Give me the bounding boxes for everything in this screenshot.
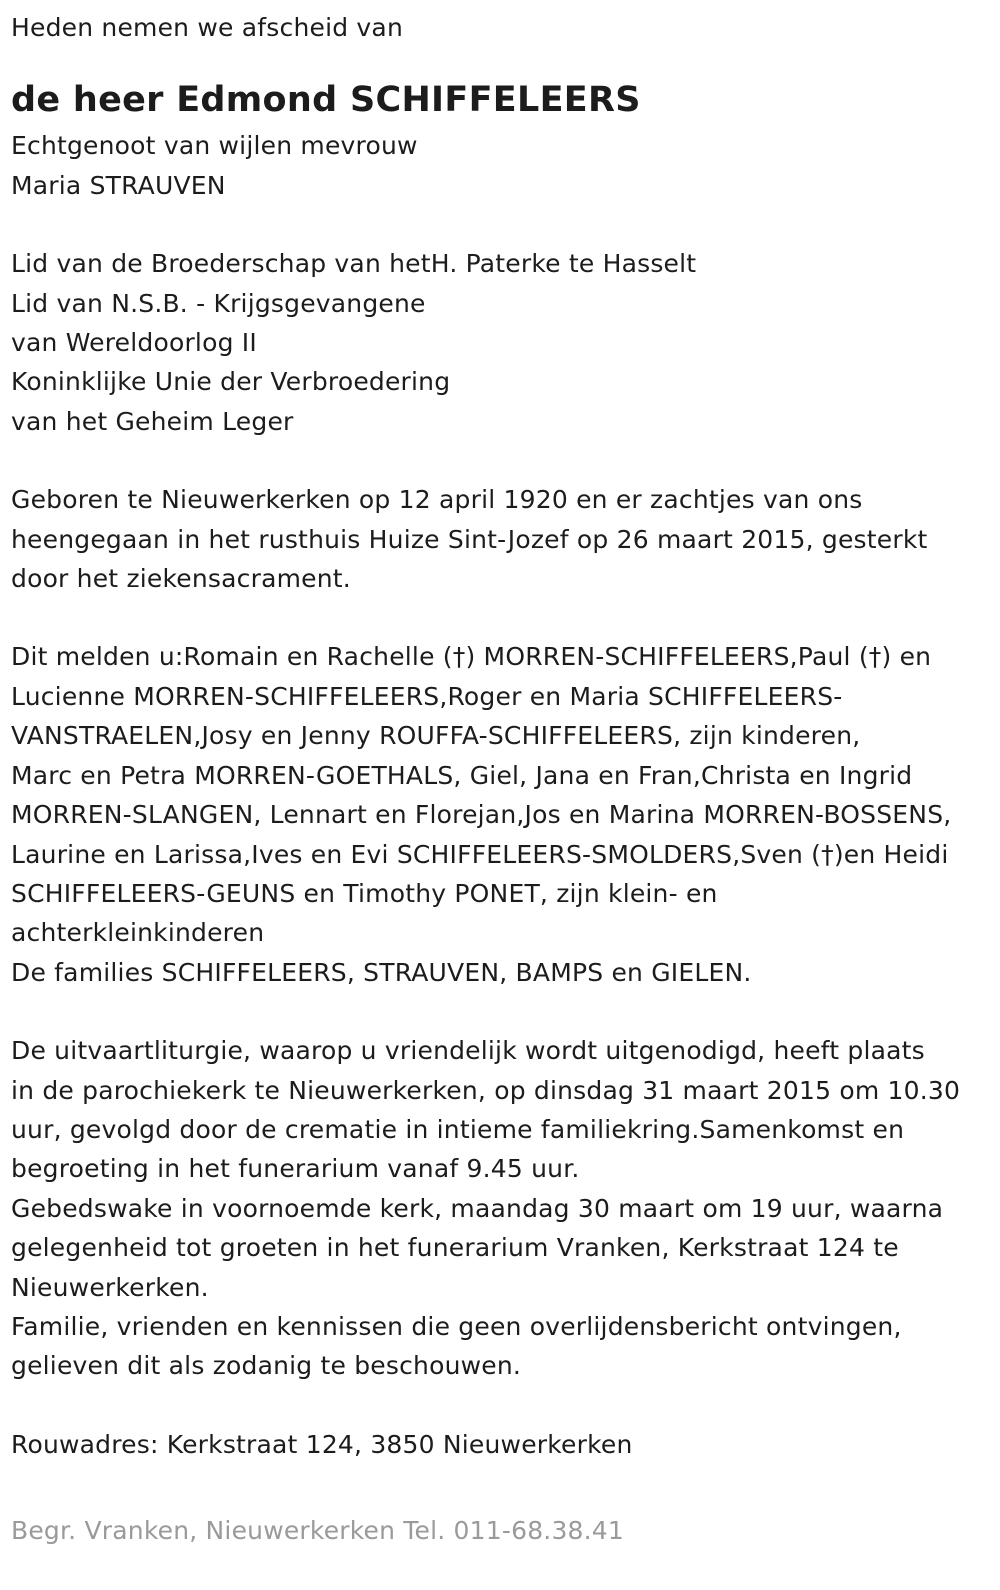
membership-line: Lid van N.S.B. - Krijgsgevangene bbox=[11, 288, 426, 318]
family-line: De families SCHIFFELEERS, STRAUVEN, BAMPS en GIELEN. bbox=[11, 957, 752, 987]
family-line: achterkleinkinderen bbox=[11, 918, 265, 948]
spouse-line: Echtgenoot van wijlen mevrouw bbox=[11, 131, 418, 161]
birth-death-line: door het ziekensacrament. bbox=[11, 564, 351, 594]
family-line: Marc en Petra MORREN-GOETHALS, Giel, Jana en Fran,Christa en Ingrid bbox=[11, 760, 913, 790]
ceremony-line: gelegenheid tot groeten in het funerarium Vranken, Kerkstraat 124 te bbox=[11, 1233, 899, 1263]
family-line: Dit melden u:Romain en Rachelle (†) MORREN-SCHIFFELEERS,Paul (†) en bbox=[11, 642, 932, 672]
birth-death-line: Geboren te Nieuwerkerken op 12 april 1920 en er zachtjes van ons bbox=[11, 485, 863, 515]
birth-death-section bbox=[11, 480, 976, 598]
ceremony-line: begroeting in het funerarium vanaf 9.45 uur. bbox=[11, 1154, 580, 1184]
ceremony-line: Nieuwerkerken. bbox=[11, 1272, 209, 1302]
membership-line: van het Geheim Leger bbox=[11, 406, 294, 436]
membership-line: Lid van de Broederschap van hetH. Paterke te Hasselt bbox=[11, 249, 697, 279]
membership-line: van Wereldoorlog II bbox=[11, 328, 257, 358]
ceremony-line: gelieven dit als zodanig te beschouwen. bbox=[11, 1351, 522, 1381]
ceremony-line: Gebedswake in voornoemde kerk, maandag 30 maart om 19 uur, waarna bbox=[11, 1193, 944, 1223]
birth-death-line: heengegaan in het rusthuis Huize Sint-Jozef op 26 maart 2015, gesterkt bbox=[11, 524, 928, 554]
intro-text: Heden nemen we afscheid van bbox=[11, 13, 403, 42]
family-line: MORREN-SLANGEN, Lennart en Florejan,Jos en Marina MORREN-BOSSENS, bbox=[11, 800, 952, 830]
mourning-address: Rouwadres: Kerkstraat 124, 3850 Nieuwerkerken bbox=[11, 1429, 633, 1459]
family-line: Lucienne MORREN-SCHIFFELEERS,Roger en Maria SCHIFFELEERS- bbox=[11, 681, 843, 711]
family-line: Laurine en Larissa,Ives en Evi SCHIFFELEERS-SMOLDERS,Sven (†)en Heidi bbox=[11, 839, 949, 869]
family-section bbox=[11, 637, 976, 992]
ceremony-section bbox=[11, 1031, 976, 1386]
memberships-section bbox=[11, 244, 976, 441]
ceremony-line: in de parochiekerk te Nieuwerkerken, op dinsdag 31 maart 2015 om 10.30 bbox=[11, 1075, 961, 1105]
family-line: VANSTRAELEN,Josy en Jenny ROUFFA-SCHIFFELEERS, zijn kinderen, bbox=[11, 721, 861, 751]
spouse-section bbox=[11, 126, 976, 205]
funeral-home-footer: Begr. Vranken, Nieuwerkerken Tel. 011-68.38.41 bbox=[11, 1516, 625, 1545]
address-section bbox=[11, 1425, 976, 1464]
ceremony-line: De uitvaartliturgie, waarop u vriendelijk wordt uitgenodigd, heeft plaats bbox=[11, 1036, 925, 1066]
membership-line: Koninklijke Unie der Verbroedering bbox=[11, 367, 451, 397]
ceremony-line: Familie, vrienden en kennissen die geen overlijdensbericht ontvingen, bbox=[11, 1311, 902, 1341]
family-line: SCHIFFELEERS-GEUNS en Timothy PONET, zijn klein- en bbox=[11, 878, 718, 908]
deceased-name: de heer Edmond SCHIFFELEERS bbox=[11, 80, 641, 121]
ceremony-line: uur, gevolgd door de crematie in intieme familiekring.Samenkomst en bbox=[11, 1114, 905, 1144]
spouse-line: Maria STRAUVEN bbox=[11, 170, 226, 200]
